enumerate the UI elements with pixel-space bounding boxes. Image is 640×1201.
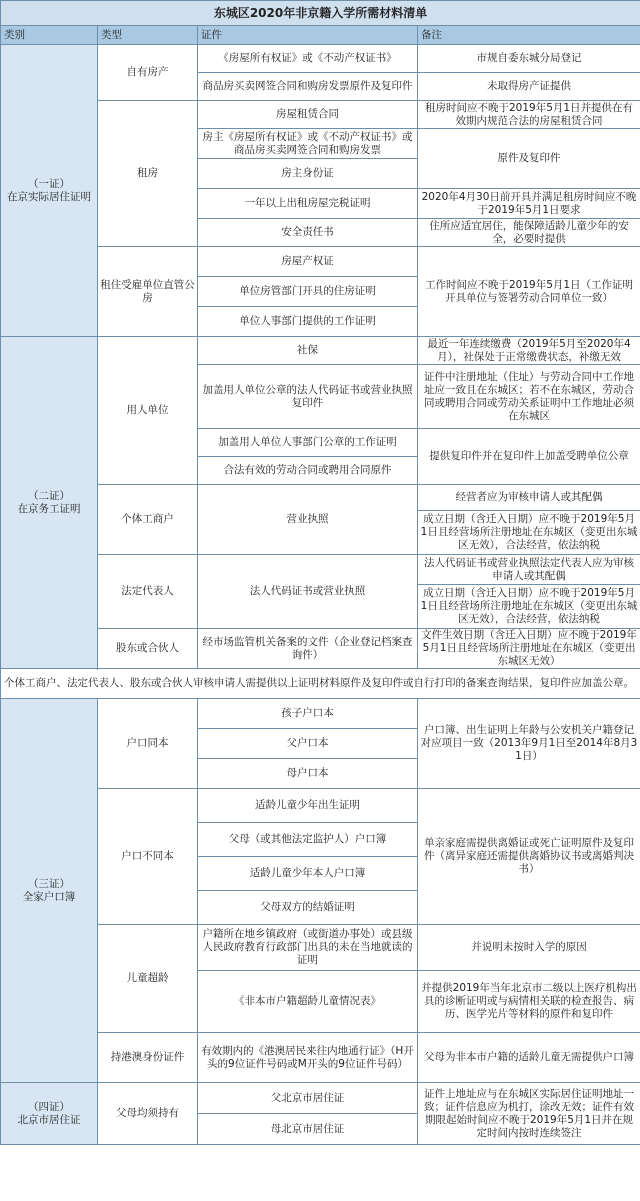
note: 个体工商户、法定代表人、股东或合伙人审核申请人需提供以上证明材料原件及复印件或自行打印的备案查询结果，复印件应加盖公章。 xyxy=(1,669,640,699)
doc-cell: 母户口本 xyxy=(198,759,418,789)
remark-cell: 法人代码证书或营业执照法定代表人应为审核申请人或其配偶 xyxy=(418,555,640,585)
header-document: 证件 xyxy=(198,26,418,45)
category-residence-permit: （四证） 北京市居住证 xyxy=(1,1083,98,1145)
type-overage: 儿童超龄 xyxy=(98,925,198,1033)
remark-cell: 租房时间应不晚于2019年5月1日并提供在有效期内规范合法的房屋租赁合同 xyxy=(418,101,640,129)
remark-cell: 提供复印件并在复印件上加盖受聘单位公章 xyxy=(418,429,640,485)
doc-cell: 法人代码证书或营业执照 xyxy=(198,555,418,629)
type-legal-rep: 法定代表人 xyxy=(98,555,198,629)
type-employer: 用人单位 xyxy=(98,337,198,485)
remark-cell: 未取得房产证提供 xyxy=(418,73,640,101)
type-partner: 股东或合伙人 xyxy=(98,629,198,669)
doc-cell: 适龄儿童少年出生证明 xyxy=(198,789,418,823)
remark-cell: 证件上地址应与在东城区实际居住证明地址一致；证件信息应为机打，涂改无效；证件有效期限起始时间应不晚于2019年5月1日并在规定时间内按时连续签注 xyxy=(418,1083,640,1145)
doc-cell: 户籍所在地乡镇政府（或街道办事处）或县级人民政府教育行政部门出具的未在当地就读的证明 xyxy=(198,925,418,971)
type-same-book: 户口同本 xyxy=(98,699,198,789)
doc-cell: 商品房买卖网签合同和购房发票原件及复印件 xyxy=(198,73,418,101)
doc-cell: 有效期内的《港澳居民来往内地通行证》（H开头的9位证件号码或M开头的9位证件号码） xyxy=(198,1033,418,1083)
doc-cell: 父户口本 xyxy=(198,729,418,759)
type-hk-macao: 持港澳身份证件 xyxy=(98,1033,198,1083)
remark-cell: 工作时间应不晚于2019年5月1日（工作证明开具单位与签署劳动合同单位一致） xyxy=(418,247,640,337)
doc-cell: 单位人事部门提供的工作证明 xyxy=(198,307,418,337)
doc-cell: 一年以上出租房屋完税证明 xyxy=(198,189,418,219)
header-type: 类型 xyxy=(98,26,198,45)
doc-cell: 《房屋所有权证》或《不动产权证书》 xyxy=(198,45,418,73)
remark-cell: 成立日期（含迁入日期）应不晚于2019年5月1日且经营场所注册地址在东城区（变更出东城区无效），合法经营，依法纳税 xyxy=(418,585,640,629)
doc-cell: 母北京市居住证 xyxy=(198,1114,418,1145)
category-residence: （一证） 在京实际居住证明 xyxy=(1,45,98,337)
doc-cell: 经市场监管机关备案的文件（企业登记档案查询件） xyxy=(198,629,418,669)
remark-cell: 父母为非本市户籍的适龄儿童无需提供户口簿 xyxy=(418,1033,640,1083)
type-unit-housing: 租住受雇单位直管公房 xyxy=(98,247,198,337)
remark-cell: 最近一年连续缴费（2019年5月至2020年4月），社保处于正常缴费状态，补缴无效 xyxy=(418,337,640,365)
doc-cell: 父北京市居住证 xyxy=(198,1083,418,1114)
doc-cell: 父母（或其他法定监护人）户口簿 xyxy=(198,823,418,857)
remark-cell: 户口簿、出生证明上年龄与公安机关户籍登记对应项目一致（2013年9月1日至2014年8月31日） xyxy=(418,699,640,789)
doc-cell: 营业执照 xyxy=(198,485,418,555)
doc-cell: 社保 xyxy=(198,337,418,365)
doc-cell: 适龄儿童少年本人户口簿 xyxy=(198,857,418,891)
remark-cell: 住所应适宜居住，能保障适龄儿童少年的安全，必要时提供 xyxy=(418,219,640,247)
doc-cell: 《非本市户籍超龄儿童情况表》 xyxy=(198,971,418,1033)
doc-cell: 房屋租赁合同 xyxy=(198,101,418,129)
remark-cell: 市规自委东城分局登记 xyxy=(418,45,640,73)
remark-cell: 2020年4月30日前开具并满足租房时间应不晚于2019年5月1日要求 xyxy=(418,189,640,219)
doc-cell: 孩子户口本 xyxy=(198,699,418,729)
remark-cell: 并提供2019年当年北京市二级以上医疗机构出具的诊断证明或与病情相关联的检查报告、病历、医学光片等材料的原件和复印件 xyxy=(418,971,640,1033)
doc-cell: 父母双方的结婚证明 xyxy=(198,891,418,925)
type-own-property: 自有房产 xyxy=(98,45,198,101)
remark-cell: 并说明未按时入学的原因 xyxy=(418,925,640,971)
remark-cell: 文件生效日期（含迁入日期）应不晚于2019年5月1日且经营场所注册地址在东城区（变更出东城区无效） xyxy=(418,629,640,669)
header-remark: 备注 xyxy=(418,26,640,45)
remark-cell: 成立日期（含迁入日期）应不晚于2019年5月1日且经营场所注册地址在东城区（变更出东城区无效），合法经营，依法纳税 xyxy=(418,511,640,555)
category-household: （三证） 全家户口簿 xyxy=(1,699,98,1083)
header-category: 类别 xyxy=(1,26,98,45)
doc-cell: 合法有效的劳动合同或聘用合同原件 xyxy=(198,457,418,485)
remark-cell: 原件及复印件 xyxy=(418,129,640,189)
doc-cell: 单位房管部门开具的住房证明 xyxy=(198,277,418,307)
doc-cell: 加盖用人单位公章的法人代码证书或营业执照复印件 xyxy=(198,365,418,429)
type-both-parents: 父母均须持有 xyxy=(98,1083,198,1145)
type-individual: 个体工商户 xyxy=(98,485,198,555)
doc-cell: 房主身份证 xyxy=(198,159,418,189)
category-employment: （二证） 在京务工证明 xyxy=(1,337,98,669)
page-title: 东城区2020年非京籍入学所需材料清单 xyxy=(1,1,640,26)
remark-cell: 单亲家庭需提供离婚证或死亡证明原件及复印件（离异家庭还需提供离婚协议书或离婚判决书） xyxy=(418,789,640,925)
type-rent: 租房 xyxy=(98,101,198,247)
doc-cell: 安全责任书 xyxy=(198,219,418,247)
doc-cell: 加盖用人单位人事部门公章的工作证明 xyxy=(198,429,418,457)
remark-cell: 证件中注册地址（住址）与劳动合同中工作地址应一致且在东城区；若不在东城区，劳动合同或聘用合同或劳动关系证明中工作地址必须在东城区 xyxy=(418,365,640,429)
doc-cell: 房主《房屋所有权证》或《不动产权证书》或商品房买卖网签合同和购房发票 xyxy=(198,129,418,159)
remark-cell: 经营者应为审核申请人或其配偶 xyxy=(418,485,640,511)
type-diff-book: 户口不同本 xyxy=(98,789,198,925)
doc-cell: 房屋产权证 xyxy=(198,247,418,277)
